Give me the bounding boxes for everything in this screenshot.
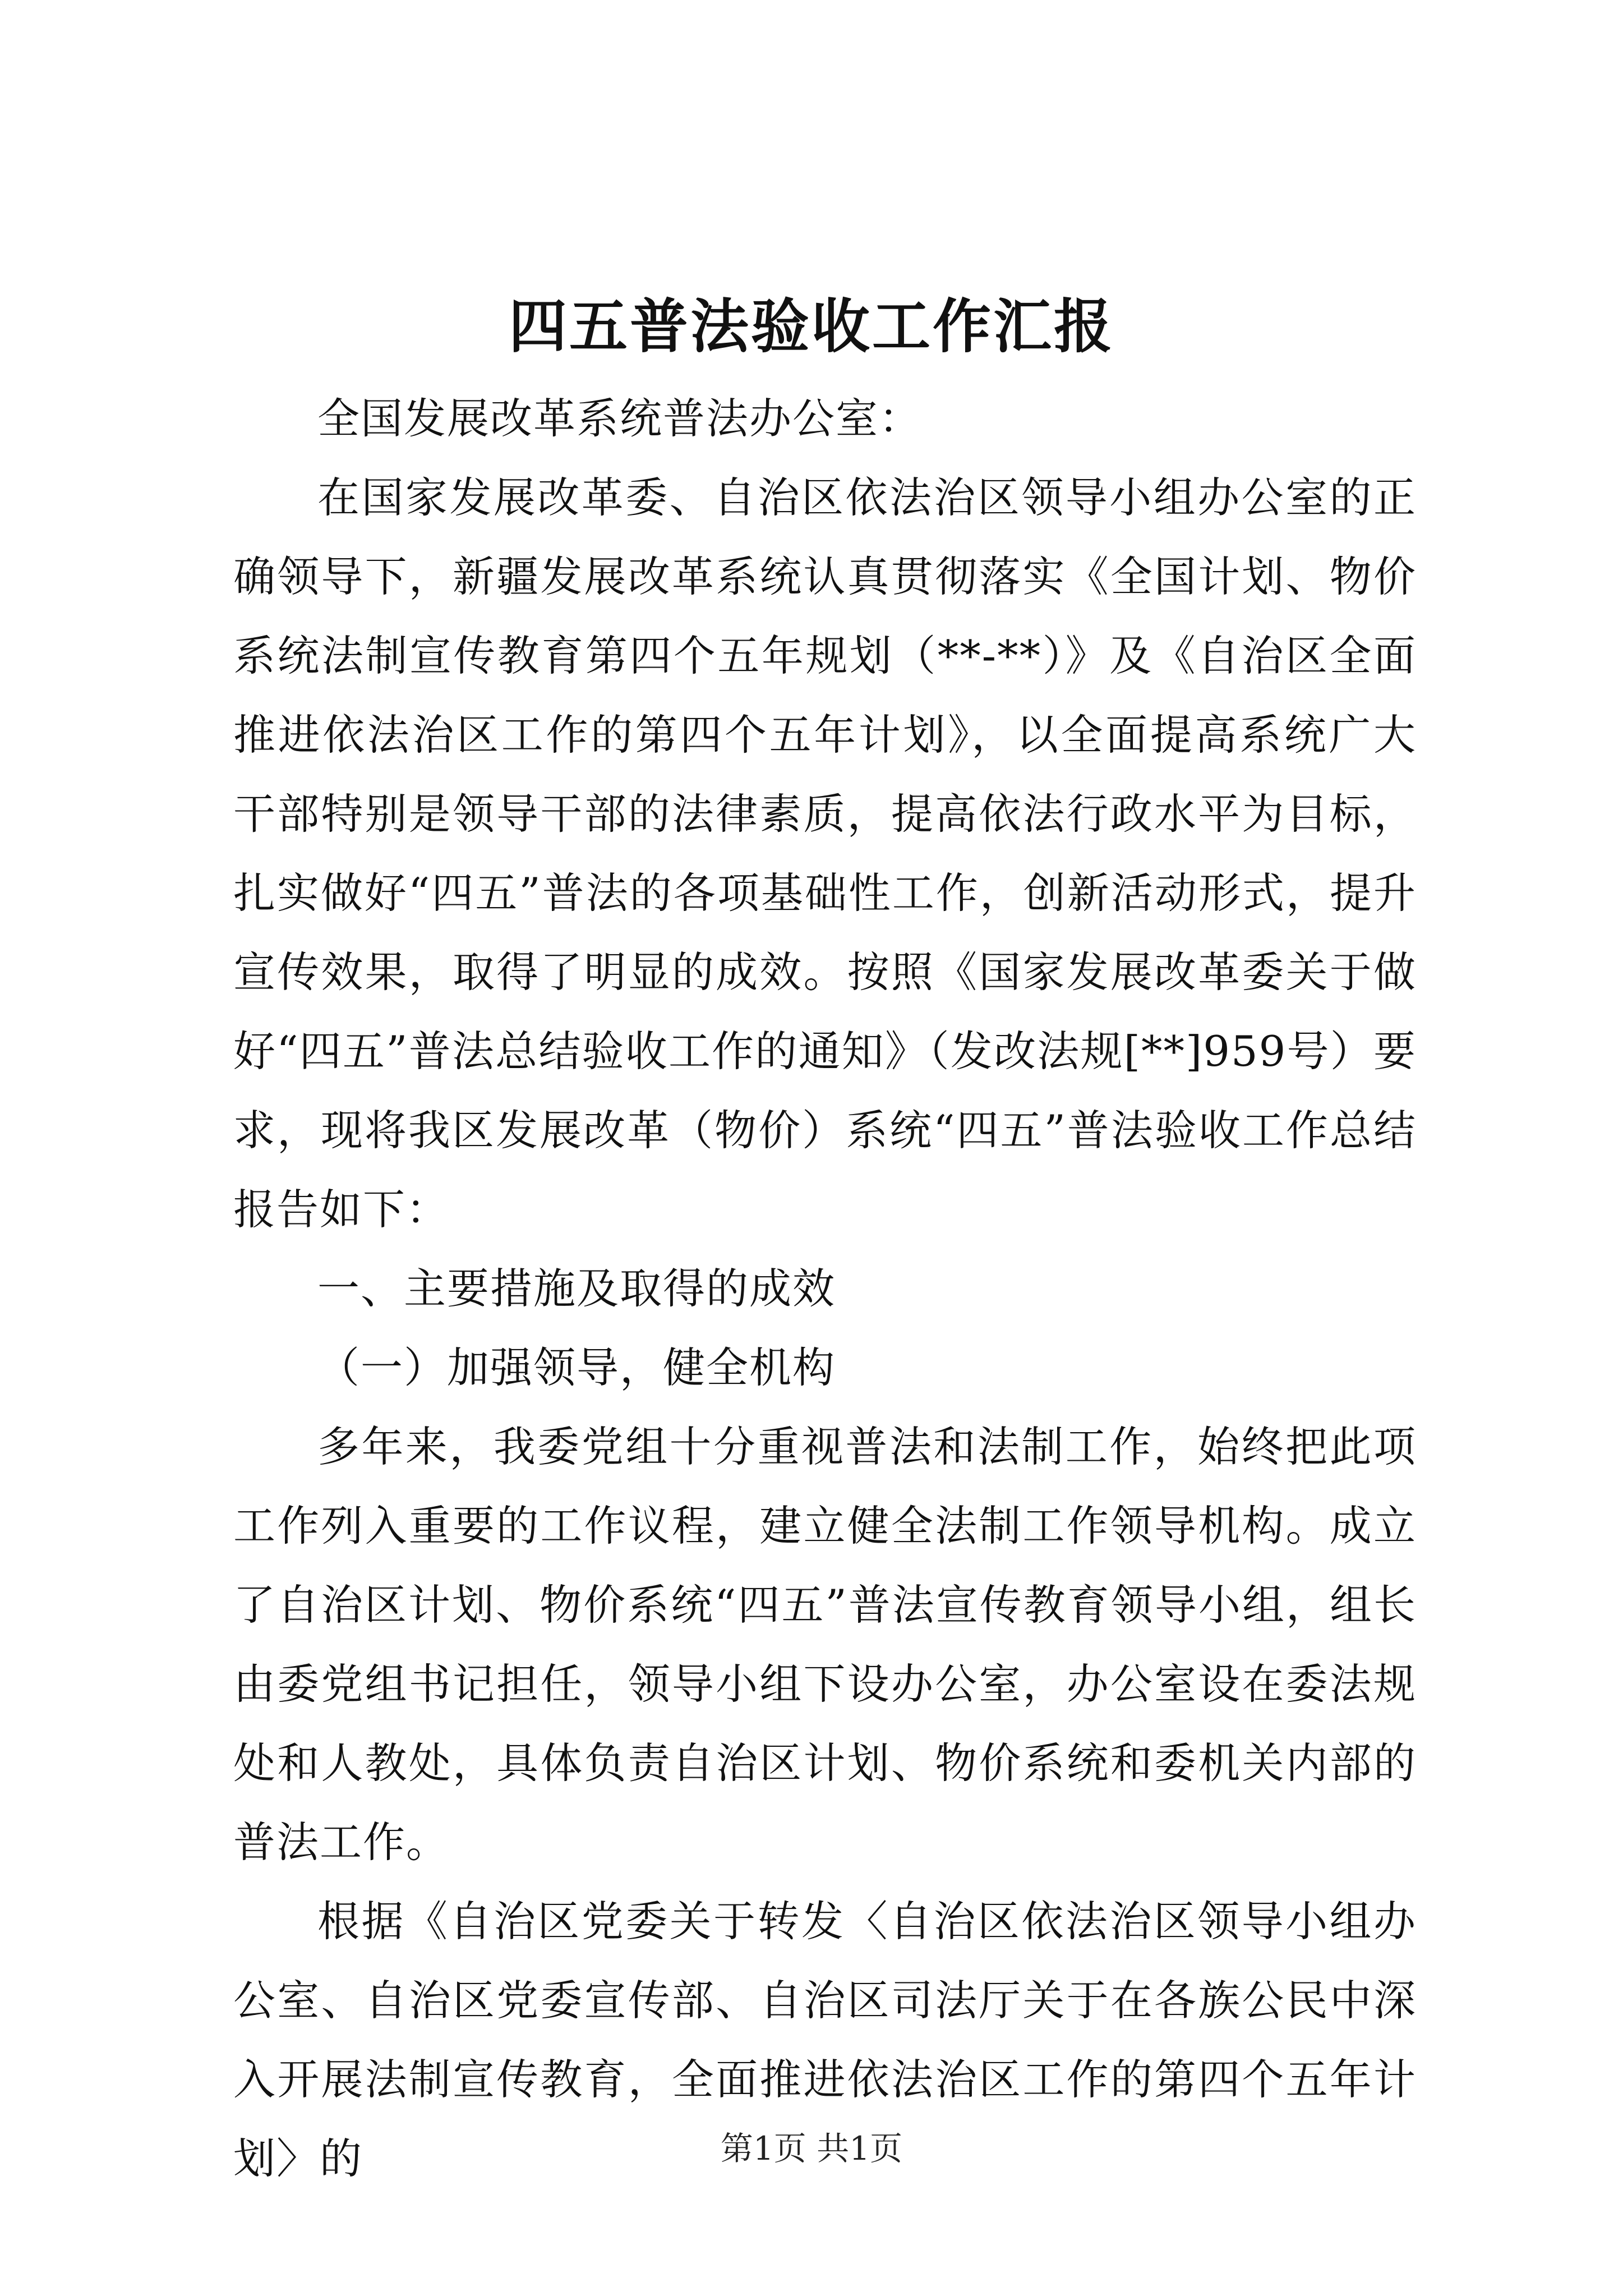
page-number-footer: 第1页 共1页: [720, 2129, 903, 2168]
document-body: [233, 379, 1417, 2198]
subsection-heading: （一）加强领导，健全机构: [317, 1343, 836, 1392]
salutation-paragraph: 全国发展改革系统普法办公室：: [317, 394, 923, 443]
document-title: 四五普法验收工作汇报: [508, 292, 1114, 361]
section-heading: 一、主要措施及取得的成效: [317, 1264, 836, 1313]
intro-paragraph: 在国家发展改革委、自治区依法治区领导小组办公室的正确领导下，新疆发展改革系统认真贯彻落实《全国计划、物价系统法制宣传教育第四个五年规划（**-**）》及《自治区全面推进依法治区工作的第四个五年计划》，以全面提高系统广大干部特别是领导干部的法律素质，提高依法行政水平为目标，扎实做好“四五”普法的各项基础性工作，创新活动形式，提升宣传效果，取得了明显的成效。按照《国家发展改革委关于做好“四五”普法总结验收工作的通知》（发改法规[**]959号）要求，现将我区发展改革（物价）系统“四五”普法验收工作总结报告如下：: [233, 473, 1417, 1234]
body-paragraph: 根据《自治区党委关于转发〈自治区依法治区领导小组办公室、自治区党委宣传部、自治区司法厅关于在各族公民中深入开展法制宣传教育，全面推进依法治区工作的第四个五年计划〉的: [233, 1897, 1417, 2183]
body-paragraph: 多年来，我委党组十分重视普法和法制工作，始终把此项工作列入重要的工作议程，建立健全法制工作领导机构。成立了自治区计划、物价系统“四五”普法宣传教育领导小组，组长由委党组书记担任，领导小组下设办公室，办公室设在委法规处和人教处，具体负责自治区计划、物价系统和委机关内部的普法工作。: [233, 1422, 1417, 1867]
